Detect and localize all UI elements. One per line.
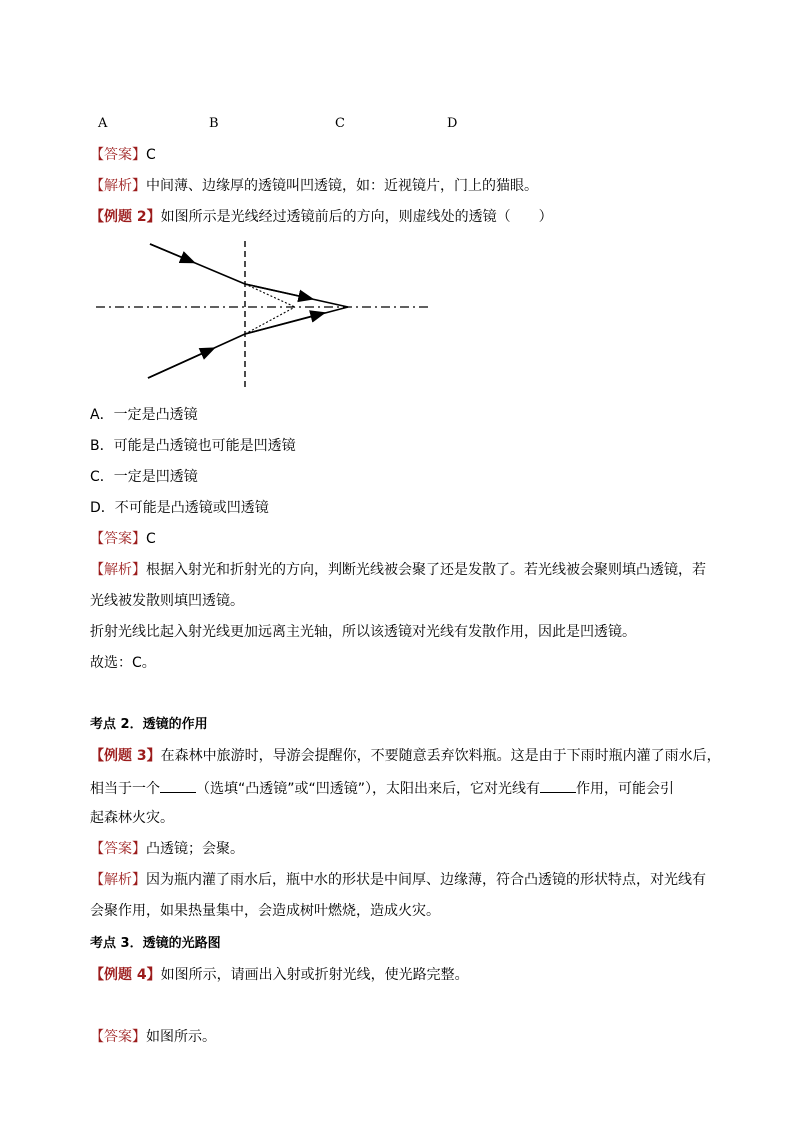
example-tag: 【例题 4】 [90, 967, 161, 983]
example-tag: 【例题 2】 [90, 209, 161, 225]
ex2-option-c: C．一定是凹透镜 [90, 469, 198, 485]
label-c: C [335, 116, 345, 131]
ex2-analysis [90, 561, 706, 579]
question-text: （选填“凸透镜”或“凹透镜”），太阳出来后，它对光线有 [196, 781, 541, 797]
ex2-answer [90, 530, 156, 548]
analysis-tag: 【解析】 [90, 562, 146, 578]
answer-text: 凸透镜；会聚。 [146, 841, 244, 857]
analysis-text: 根据入射光和折射光的方向，判断光线被会聚了还是发散了。若光线被会聚则填凸透镜，若 [146, 562, 706, 578]
section-heading-3: 考点 3．透镜的光路图 [90, 936, 221, 951]
ex2-option-b: B．可能是凸透镜也可能是凹透镜 [90, 438, 296, 454]
ex2-question [90, 208, 553, 226]
answer-tag: 【答案】 [90, 1029, 146, 1045]
label-a: A [98, 116, 108, 131]
analysis-tag: 【解析】 [90, 178, 146, 194]
ex4-question [90, 966, 469, 984]
section-heading-2: 考点 2．透镜的作用 [90, 717, 208, 732]
ex3-analysis-cont: 会聚作用，如果热量集中，会造成树叶燃烧，造成火灾。 [90, 903, 440, 919]
ex3-question-line2 [90, 778, 674, 798]
ex2-analysis-cont: 光线被发散则填凹透镜。 [90, 593, 244, 609]
answer-blank-1[interactable] [160, 778, 196, 793]
answer-tag: 【答案】 [90, 841, 146, 857]
ex3-question-line3: 起森林火灾。 [90, 810, 174, 826]
label-b: B [209, 116, 219, 131]
ex1-answer [90, 146, 156, 164]
question-text: 作用，可能会引 [576, 781, 675, 797]
analysis-text: 中间薄、边缘厚的透镜叫凹透镜，如：近视镜片，门上的猫眼。 [146, 178, 538, 194]
ex2-option-d: D．不可能是凸透镜或凹透镜 [90, 500, 269, 516]
answer-blank-2[interactable] [540, 778, 576, 793]
question-text: 如图所示是光线经过透镜前后的方向，则虚线处的透镜（ ） [160, 209, 553, 225]
answer-tag: 【答案】 [90, 531, 146, 547]
answer-tag: 【答案】 [90, 147, 146, 163]
extension-line-bottom [245, 307, 295, 334]
label-d: D [447, 116, 458, 131]
analysis-text: 因为瓶内灌了雨水后，瓶中水的形状是中间厚、边缘薄，符合凸透镜的形状特点，对光线有 [146, 872, 706, 888]
ex1-analysis [90, 177, 538, 195]
extension-line-top [245, 284, 295, 307]
analysis-tag: 【解析】 [90, 872, 146, 888]
ex2-conclusion: 故选：C。 [90, 655, 156, 671]
question-text: 相当于一个 [90, 781, 160, 797]
answer-text: 如图所示。 [146, 1029, 216, 1045]
answer-text: C [146, 531, 156, 547]
question-text: 在森林中旅游时，导游会提醒你，不要随意丢弃饮料瓶。这是由于下雨时瓶内灌了雨水后， [160, 748, 721, 764]
example-tag: 【例题 3】 [90, 748, 161, 764]
ex3-question-line1 [90, 747, 721, 765]
ex3-analysis [90, 871, 706, 889]
ex2-option-a: A．一定是凸透镜 [90, 407, 198, 423]
question-text: 如图所示，请画出入射或折射光线，使光路完整。 [160, 967, 469, 983]
ex2-analysis-reason: 折射光线比起入射光线更加远离主光轴，所以该透镜对光线有发散作用，因此是凹透镜。 [90, 624, 636, 640]
lens-ray-diagram [90, 238, 435, 393]
ex3-answer [90, 840, 244, 858]
ex4-answer [90, 1028, 216, 1046]
answer-text: C [146, 147, 156, 163]
